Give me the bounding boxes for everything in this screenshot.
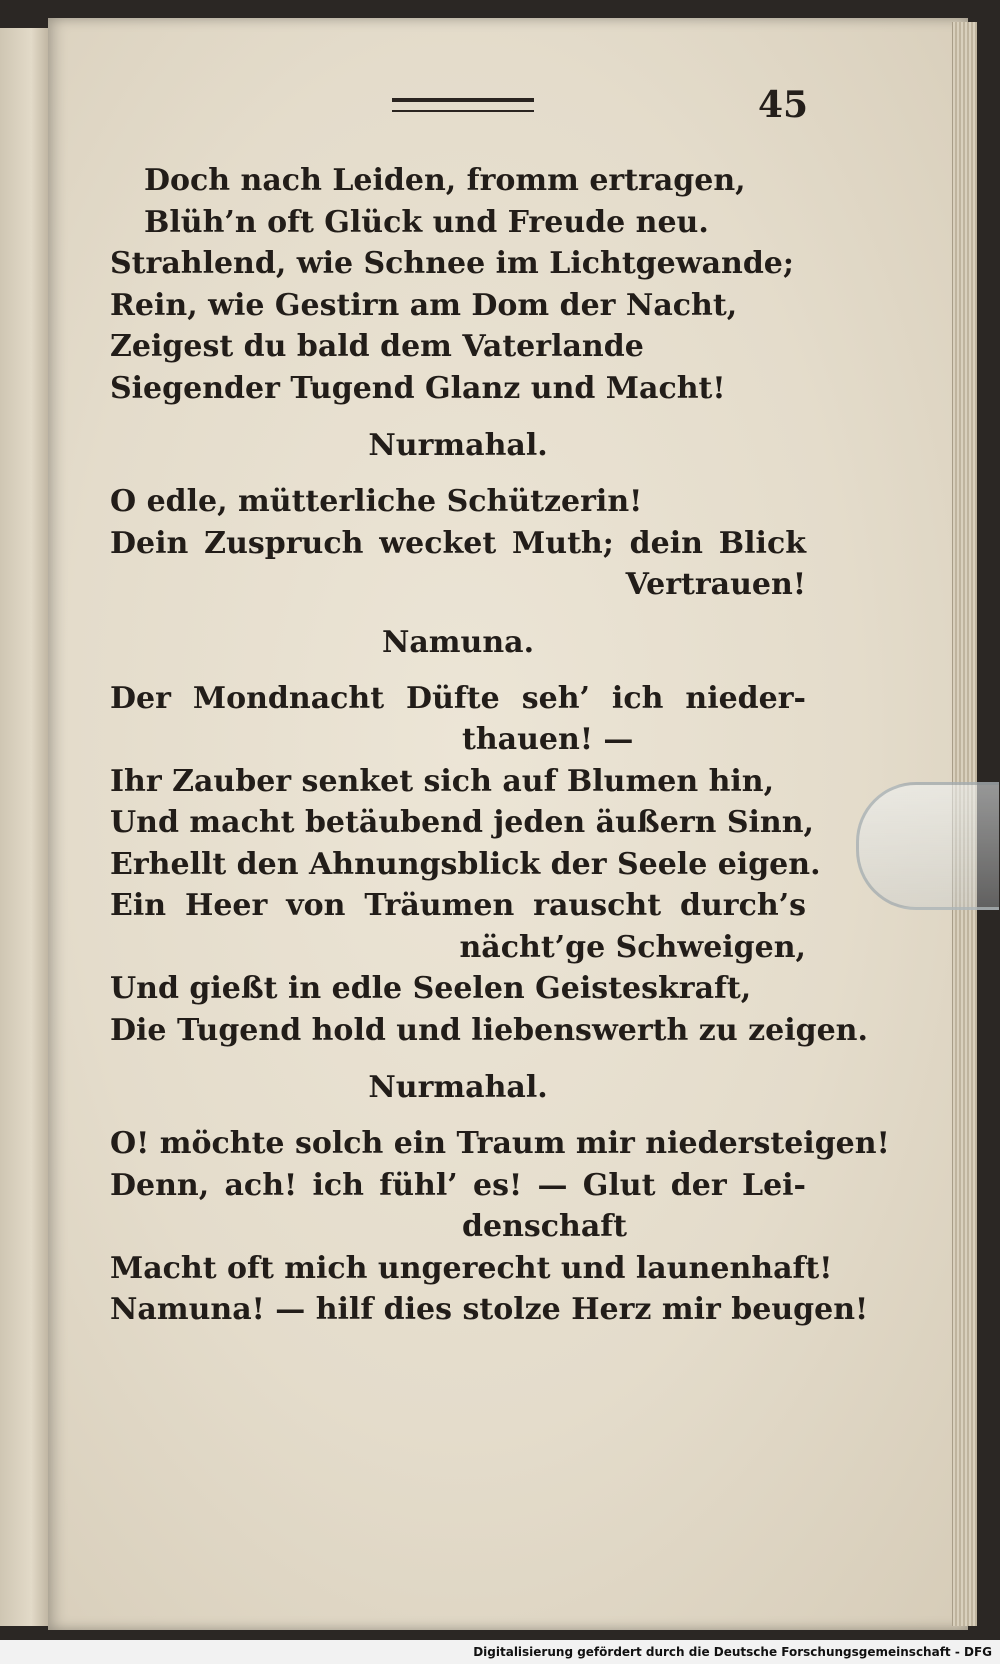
verse-line: Macht oft mich ungerecht und launenhaft! bbox=[110, 1250, 833, 1286]
speaker-name: Nurmahal. bbox=[368, 428, 548, 463]
verse-line: Erhellt den Ahnungsblick der Seele eigen. bbox=[110, 846, 821, 882]
verse-line: Ihr Zauber senket sich auf Blumen hin, bbox=[110, 763, 775, 799]
header-rule bbox=[392, 98, 534, 112]
verse-line: Und gießt in edle Seelen Geisteskraft, bbox=[110, 971, 752, 1006]
verse-line: Rein, wie Gestirn am Dom der Nacht, bbox=[110, 287, 738, 323]
verse-line: Vertrauen! bbox=[625, 567, 806, 602]
verse-line: thauen! — bbox=[462, 722, 634, 757]
verse-line: Die Tugend hold und liebenswerth zu zeigen. bbox=[110, 1012, 868, 1048]
page-number: 45 bbox=[758, 84, 809, 126]
verse-line: Zeigest du bald dem Vaterlande bbox=[110, 329, 644, 364]
verse-line: Strahlend, wie Schnee im Lichtgewande; bbox=[110, 246, 794, 281]
verse-line: Blüh’n oft Glück und Freude neu. bbox=[144, 204, 709, 240]
verse-line: Denn, ach! ich fühl’ es! — Glut der Lei- bbox=[110, 1167, 806, 1203]
verse-line: Siegender Tugend Glanz und Macht! bbox=[110, 370, 726, 406]
verse-line: O edle, mütterliche Schützerin! bbox=[110, 484, 643, 519]
verse-line: denschaft bbox=[462, 1209, 628, 1244]
speaker-name: Nurmahal. bbox=[368, 1070, 548, 1105]
verse-line: Dein Zuspruch wecket Muth; dein Blick bbox=[110, 525, 806, 561]
digitization-credit: Digitalisierung gefördert durch die Deutsche Forschungsgemeinschaft - DFG bbox=[0, 1640, 1000, 1664]
verse-line: Namuna! — hilf dies stolze Herz mir beugen! bbox=[110, 1292, 869, 1327]
verse-line: nächt’ge Schweigen, bbox=[459, 929, 806, 965]
verse-line: O! möchte solch ein Traum mir niedersteigen! bbox=[110, 1126, 890, 1161]
facing-page-edge bbox=[0, 28, 54, 1626]
verse-line: Doch nach Leiden, fromm ertragen, bbox=[144, 163, 746, 198]
page-text bbox=[110, 160, 890, 1331]
verse-line: Ein Heer von Träumen rauscht durch’s bbox=[110, 888, 806, 923]
verse-line: Der Mondnacht Düfte seh’ ich nieder- bbox=[110, 680, 806, 716]
speaker-name: Namuna. bbox=[381, 624, 535, 660]
verse-line: Und macht betäubend jeden äußern Sinn, bbox=[110, 805, 815, 840]
page-clip bbox=[856, 782, 999, 910]
